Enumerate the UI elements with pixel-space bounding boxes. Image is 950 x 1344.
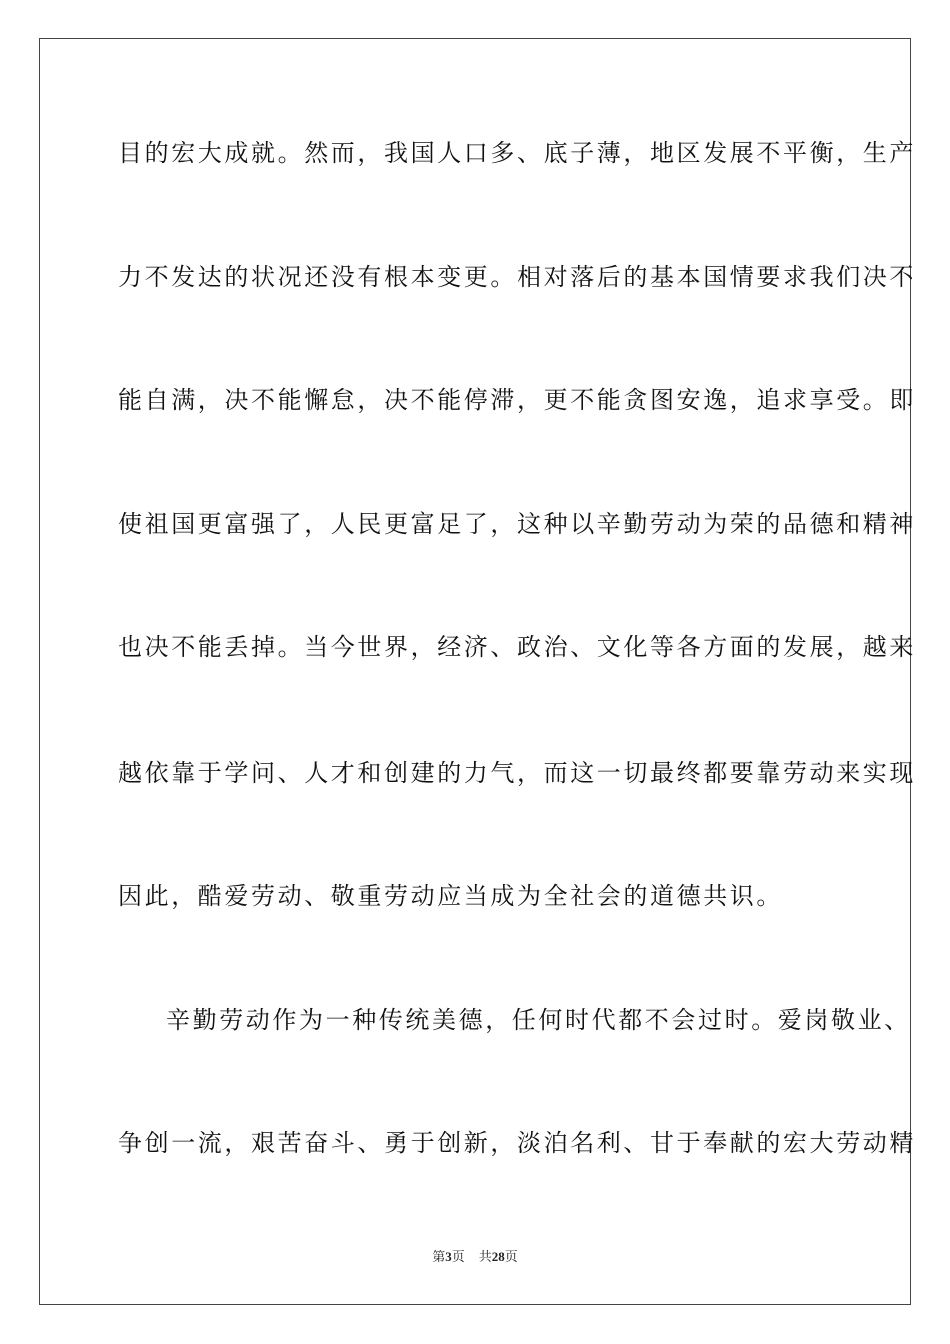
total-suffix: 页 [504,1250,518,1265]
page-suffix: 页 [451,1250,465,1265]
paragraph-first-line: 辛勤劳动作为一种传统美德，任何时代都不会过时。爱岗敬业、 [166,1006,911,1034]
page-border [39,38,916,1305]
body-text-line: 目的宏大成就。然而，我国人口多、底子薄，地区发展不平衡，生产 [118,139,916,167]
total-pages: 28 [491,1249,505,1264]
page-prefix: 第 [432,1250,446,1265]
body-text-line: 争创一流，艰苦奋斗、勇于创新，淡泊名利、甘于奉献的宏大劳动精 [118,1129,916,1157]
page-number: 3 [445,1249,452,1264]
body-text-line: 使祖国更富强了，人民更富足了，这种以辛勤劳动为荣的品德和精神 [118,510,916,538]
body-text-line: 越依靠于学问、人才和创建的力气，而这一切最终都要靠劳动来实现 [118,759,916,787]
total-prefix: 共 [478,1250,492,1265]
page-footer [0,1249,950,1266]
body-text-line: 也决不能丢掉。当今世界，经济、政治、文化等各方面的发展，越来 [118,633,916,661]
body-text-line: 力不发达的状况还没有根本变更。相对落后的基本国情要求我们决不 [118,263,916,291]
body-text-line: 因此，酷爱劳动、敬重劳动应当成为全社会的道德共识。 [118,882,783,910]
body-text-line: 能自满，决不能懈怠，决不能停滞，更不能贪图安逸，追求享受。即 [118,386,916,414]
